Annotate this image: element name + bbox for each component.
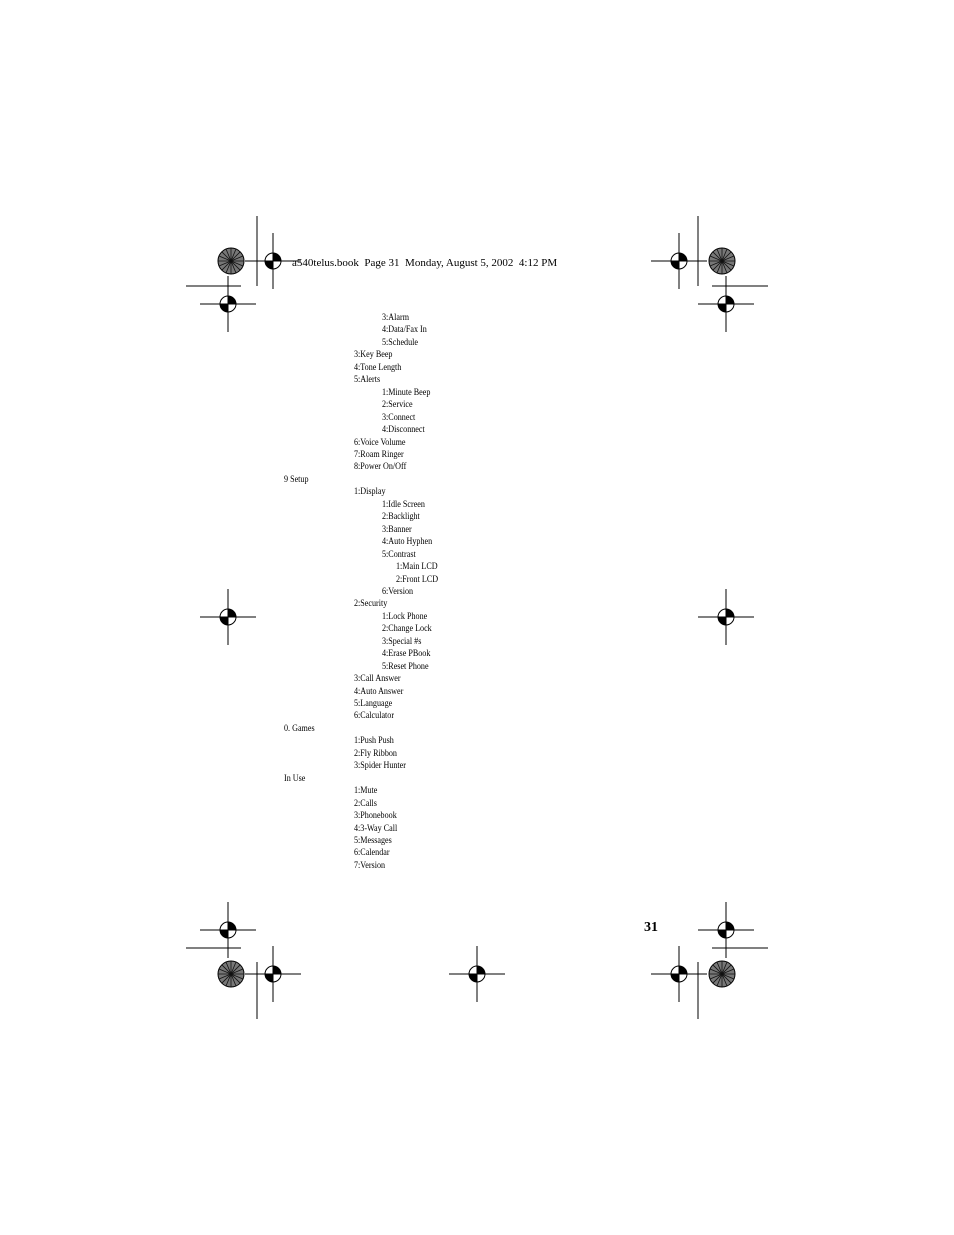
registration-star-icon [709,961,735,987]
menu-item: 3:Phonebook [354,810,397,820]
menu-item: 7:Version [354,859,386,870]
menu-item: 5:Alerts [354,374,381,385]
registration-target-icon [200,902,256,958]
registration-target-icon [698,589,754,645]
registration-target-icon [651,233,707,289]
registration-target-icon [698,902,754,958]
menu-item: 1:Main LCD [396,561,438,571]
registration-star-icon [709,248,735,274]
menu-item: 5:Contrast [382,548,416,559]
menu-item: 4:Auto Answer [354,685,404,696]
menu-item: 5:Reset Phone [382,660,429,671]
menu-item: 5:Language [354,698,393,708]
menu-item: 2:Change Lock [382,623,432,634]
menu-item: 3:Banner [382,523,412,534]
menu-item: 4:Data/Fax In [382,324,427,335]
menu-item: 6:Calculator [354,710,395,721]
menu-item: 3:Call Answer [354,673,401,683]
menu-item: 0. Games [284,722,315,733]
menu-item: 9 Setup [284,473,309,484]
menu-item: 4:Erase PBook [382,648,431,659]
registration-target-icon [698,276,754,332]
menu-item: 4:Disconnect [382,424,425,435]
menu-item: 2:Front LCD [396,573,439,584]
menu-item: 2:Service [382,399,413,410]
registration-target-icon [651,946,707,1002]
menu-item: 5:Schedule [382,336,418,347]
menu-item: 1:Display [354,486,386,497]
menu-item: 2:Backlight [382,511,420,522]
menu-item: 2:Calls [354,797,377,808]
menu-item: 1:Push Push [354,735,394,746]
menu-item: 1:Idle Screen [382,498,425,509]
registration-target-icon [200,276,256,332]
menu-item: 4:Tone Length [354,361,402,372]
menu-item: 4:3-Way Call [354,822,398,833]
registration-target-icon [449,946,505,1002]
menu-item: 4:Auto Hyphen [382,536,433,547]
menu-item: 3:Key Beep [354,349,393,360]
menu-item: 2:Security [354,598,388,609]
registration-target-icon [200,589,256,645]
print-header: a540telus.book Page 31 Monday, August 5, 2002 4:12 PM [292,257,558,269]
menu-item: 6:Voice Volume [354,436,406,447]
page-number: 31 [644,920,658,935]
menu-item: 7:Roam Ringer [354,448,404,459]
menu-item: 3:Connect [382,411,416,422]
menu-item: In Use [284,772,306,783]
menu-item: 6:Calendar [354,847,390,858]
menu-item: 2:Fly Ribbon [354,747,397,758]
registration-star-icon [218,248,244,274]
menu-item: 3:Special #s [382,635,422,646]
menu-item: 5:Messages [354,834,392,845]
registration-target-icon [245,946,301,1002]
menu-item: 3:Alarm [382,312,409,322]
menu-item: 1:Minute Beep [382,386,431,397]
menu-item: 8:Power On/Off [354,461,407,472]
menu-item: 3:Spider Hunter [354,760,406,771]
registration-star-icon [218,961,244,987]
menu-item: 1:Lock Phone [382,610,428,621]
menu-item: 1:Mute [354,785,378,796]
menu-item: 6:Version [382,585,414,596]
